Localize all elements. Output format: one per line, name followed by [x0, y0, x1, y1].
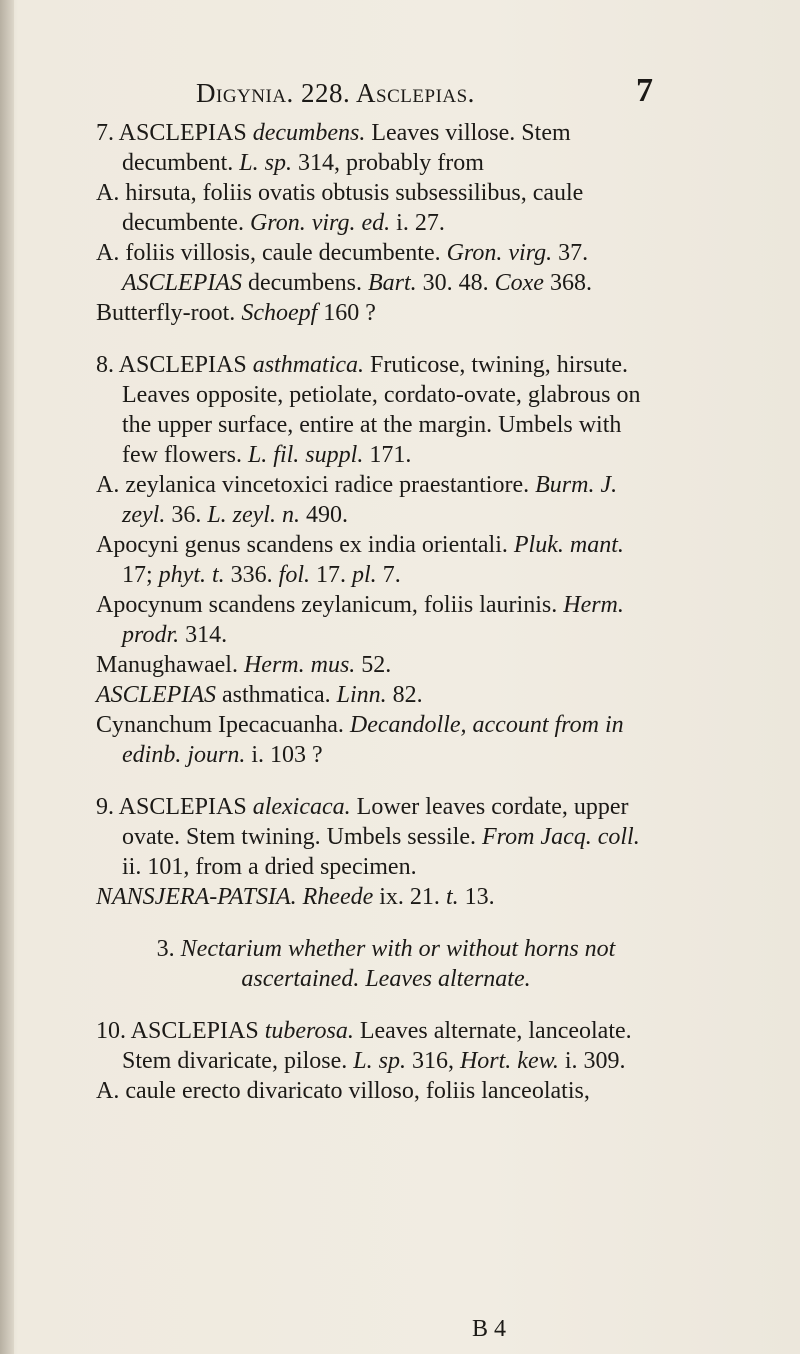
entry-line: NANSJERA-PATSIA. Rheede ix. 21. t. 13. [96, 884, 495, 910]
page-number: 7 [636, 72, 653, 109]
entry-line: A. zeylanica vincetoxici radice praestantiore. Burm. J. zeyl. 36. L. zeyl. n. 490. [96, 472, 618, 528]
entry-lead: 9. ASCLEPIAS alexicaca. Lower leaves cordate, upper ovate. Stem twining. Umbels sessile. From Jacq. coll. ii. 101, from a dried specimen. [96, 794, 640, 880]
page-body [96, 118, 656, 1128]
entry-line: A. hirsuta, foliis ovatis obtusis subsessilibus, caule decumbente. Gron. virg. ed. i. 27. [96, 180, 584, 236]
entry-8 [96, 350, 656, 770]
entry-10 [96, 1016, 656, 1106]
signature-mark: B 4 [472, 1316, 507, 1342]
section-heading [96, 934, 656, 994]
entry-line: Apocyni genus scandens ex india orientali. Pluk. mant. 17; phyt. t. 336. fol. 17. pl. 7. [96, 532, 624, 588]
running-head: Digynia. 228. Asclepias. [196, 78, 475, 108]
entry-7 [96, 118, 656, 328]
entry-9 [96, 792, 656, 912]
entry-line: ASCLEPIAS asthmatica. Linn. 82. [96, 682, 423, 708]
entry-lead: 8. ASCLEPIAS asthmatica. Fruticose, twining, hirsute. Leaves opposite, petiolate, cordato-ovate, glabrous on the upper surface, entire at the margin. Umbels with few flowers. L. fil. suppl. 171. [96, 352, 641, 468]
entry-lead: 10. ASCLEPIAS tuberosa. Leaves alternate, lanceolate. Stem divaricate, pilose. L. sp. 316, Hort. kew. i. 309. [96, 1018, 632, 1074]
page-header [0, 72, 800, 116]
entry-line: Apocynum scandens zeylanicum, foliis laurinis. Herm. prodr. 314. [96, 592, 624, 648]
entry-line: Butterfly-root. Schoepf 160 ? [96, 300, 376, 326]
entry-line: A. foliis villosis, caule decumbente. Gron. virg. 37. ASCLEPIAS decumbens. Bart. 30. 48. Coxe 368. [96, 240, 592, 296]
entry-lead: 7. ASCLEPIAS decumbens. Leaves villose. Stem decumbent. L. sp. 314, probably from [96, 120, 571, 176]
entry-line: Cynanchum Ipecacuanha. Decandolle, account from in edinb. journ. i. 103 ? [96, 712, 624, 768]
entry-line: Manughawael. Herm. mus. 52. [96, 652, 392, 678]
entry-line: A. caule erecto divaricato villoso, foliis lanceolatis, [96, 1078, 590, 1104]
section-heading-text: 3. Nectarium whether with or without horns not ascertained. Leaves alternate. [156, 936, 616, 992]
page-gutter [0, 0, 14, 1354]
